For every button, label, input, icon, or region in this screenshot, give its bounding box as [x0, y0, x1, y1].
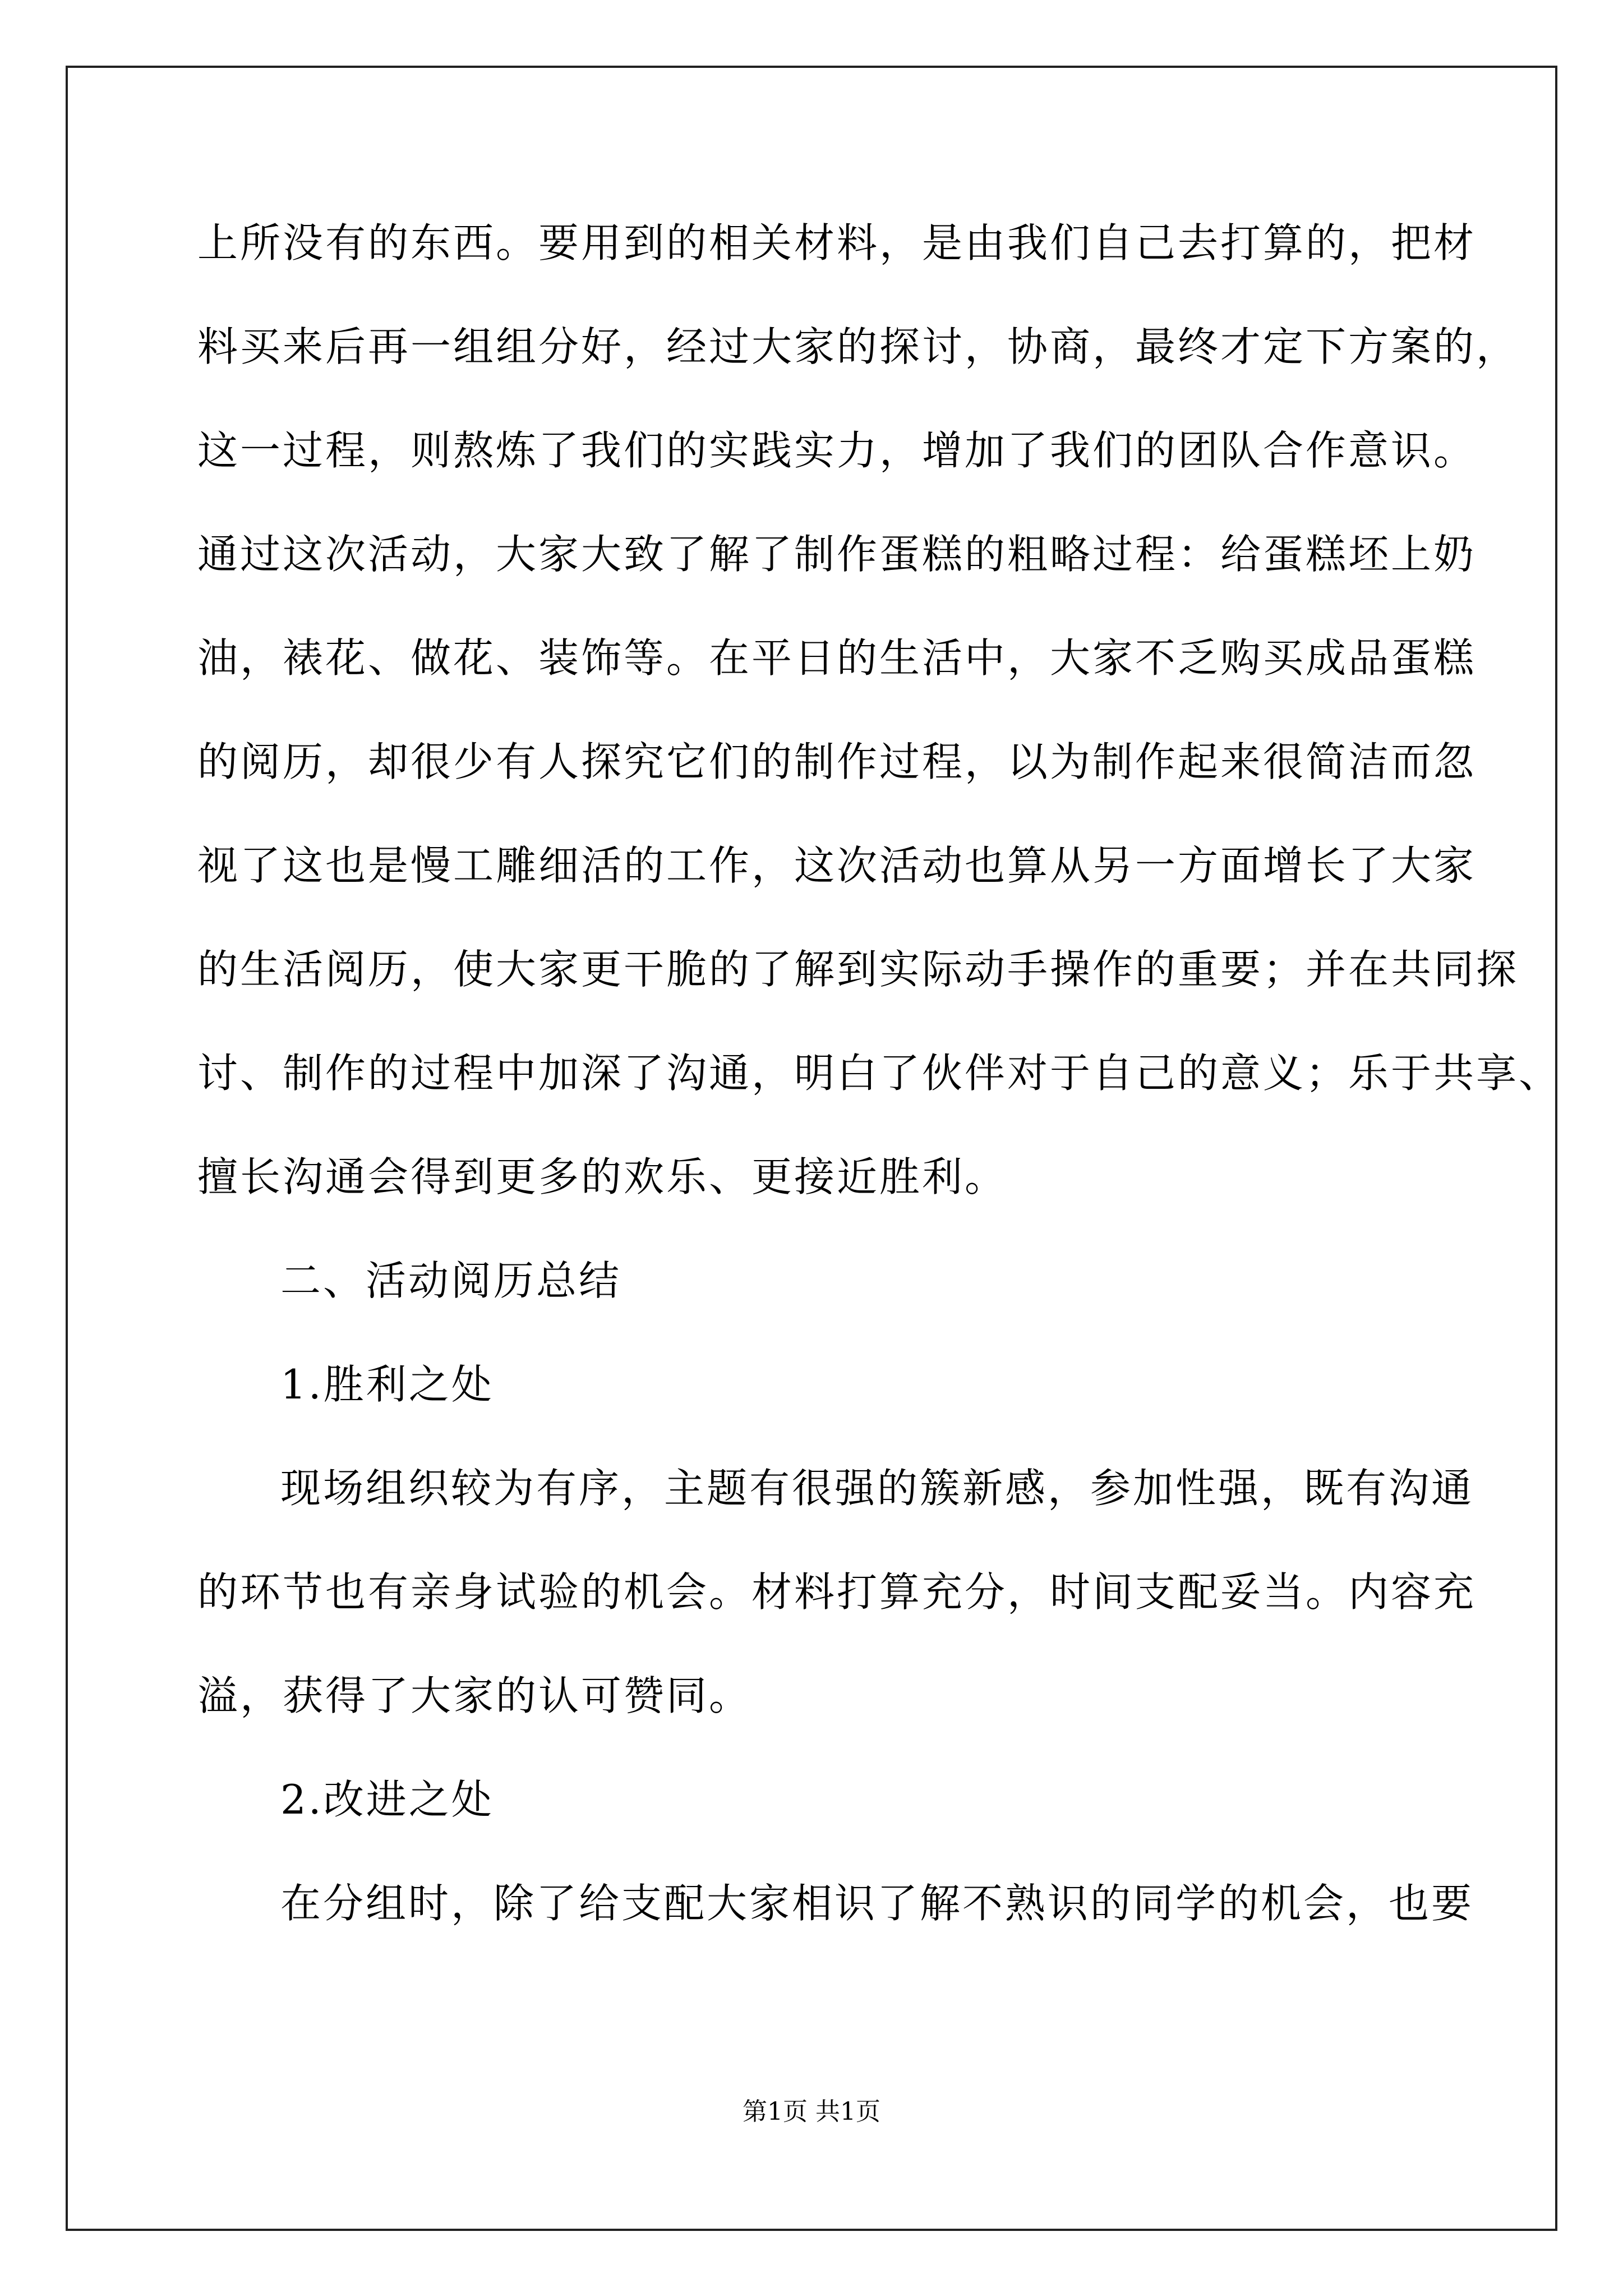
- paragraph-line: 这一过程，则熬炼了我们的实践实力，增加了我们的团队合作意识。: [197, 427, 1477, 474]
- paragraph-line: 的阅历，却很少有人探究它们的制作过程，以为制作起来很简洁而忽: [197, 738, 1477, 785]
- paragraph-line: 的生活阅历，使大家更干脆的了解到实际动手操作的重要；并在共同探: [197, 946, 1519, 993]
- subsection-heading: 1.胜利之处: [280, 1361, 494, 1408]
- paragraph-line: 溢，获得了大家的认可赞同。: [197, 1672, 752, 1719]
- section-heading: 二、活动阅历总结: [280, 1257, 622, 1304]
- paragraph-line: 的环节也有亲身试验的机会。材料打算充分，时间支配妥当。内容充: [197, 1568, 1477, 1616]
- paragraph-line: 讨、制作的过程中加深了沟通，明白了伙伴对于自己的意义；乐于共享、: [197, 1050, 1562, 1097]
- paragraph-line: 料买来后再一组组分好，经过大家的探讨，协商，最终才定下方案的，: [197, 323, 1519, 370]
- paragraph-line: 在分组时，除了给支配大家相识了解不熟识的同学的机会，也要: [280, 1880, 1474, 1927]
- paragraph-line: 通过这次活动，大家大致了解了制作蛋糕的粗略过程：给蛋糕坯上奶: [197, 531, 1477, 578]
- paragraph-line: 视了这也是慢工雕细活的工作，这次活动也算从另一方面增长了大家: [197, 842, 1477, 889]
- paragraph-line: 上所没有的东西。要用到的相关材料，是由我们自己去打算的，把材: [197, 219, 1477, 266]
- paragraph-line: 油，裱花、做花、装饰等。在平日的生活中，大家不乏购买成品蛋糕: [197, 634, 1477, 682]
- paragraph-line: 擅长沟通会得到更多的欢乐、更接近胜利。: [197, 1153, 1008, 1200]
- paragraph-line: 现场组织较为有序，主题有很强的簇新感，参加性强，既有沟通: [280, 1465, 1474, 1512]
- subsection-heading: 2.改进之处: [280, 1776, 494, 1823]
- page-number: 第1页 共1页: [743, 2097, 880, 2126]
